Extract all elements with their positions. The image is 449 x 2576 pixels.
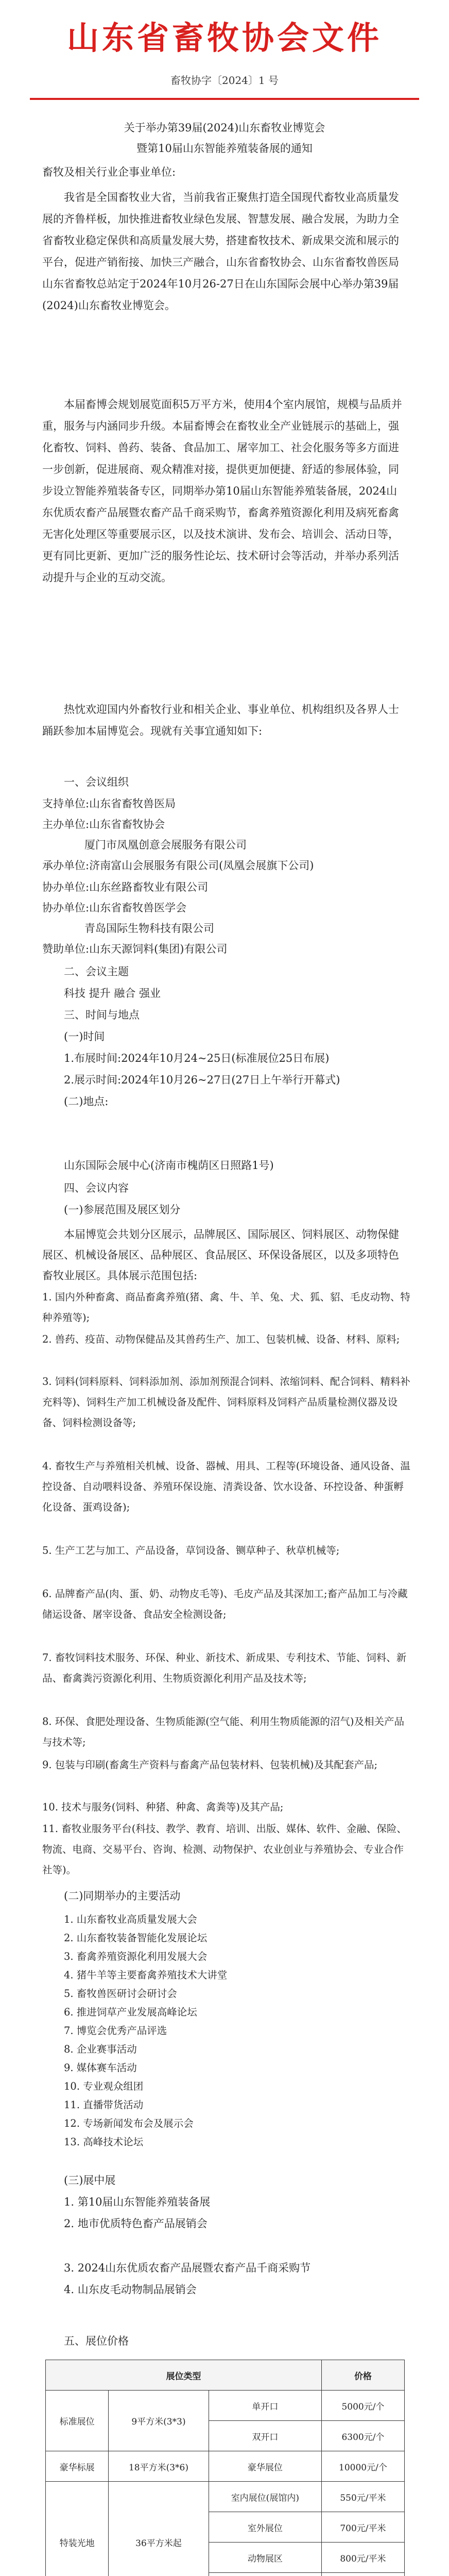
- event-item: 3. 畜禽养殖资源化利用发展大会: [64, 1951, 208, 1962]
- event-item: 2. 山东畜牧装备智能化发展论坛: [64, 1932, 208, 1944]
- event-item: 10. 专业观众组团: [64, 2080, 144, 2092]
- place-subheading: (二)地点:: [64, 1095, 109, 1108]
- section-content-heading: 四、会议内容: [64, 1182, 129, 1194]
- price-cell: 10000元/个: [321, 2451, 404, 2482]
- price-cell: 6300元/个: [321, 2421, 404, 2451]
- price-cell: 5000元/个: [321, 2391, 404, 2421]
- undertake-unit: 承办单位:济南富山会展服务有限公司(凤凰会展旗下公司): [42, 859, 314, 872]
- price-table-row: [46, 2482, 405, 2512]
- price-cell: 800元/平米: [321, 2543, 404, 2573]
- event-item: 6. 推进饲草产业发展高峰论坛: [64, 2006, 197, 2018]
- events-list: [64, 1910, 435, 2151]
- extra-item-2: 4. 山东皮毛动物制品展销会: [64, 2283, 197, 2296]
- event-item: 9. 媒体赛车活动: [64, 2062, 137, 2074]
- price-table: [45, 2360, 405, 2576]
- document-number: 畜牧协字〔2024〕1 号: [170, 74, 279, 87]
- price-cell: 动物展区: [209, 2543, 321, 2573]
- support-unit-2: 青岛国际生物科技有限公司: [84, 922, 214, 935]
- scope-list: [42, 1287, 413, 1883]
- price-table-row: [46, 2391, 405, 2421]
- event-item: 13. 高峰技术论坛: [64, 2136, 144, 2148]
- price-cell: 室外展位: [209, 2512, 321, 2543]
- show-time: 2.展示时间:2024年10月26~27日(27日上午举行开幕式): [64, 1074, 340, 1086]
- scope-item: 3. 饲料(饲料原料、饲料添加剂、添加剂预混合饲料、浓缩饲料、配合饲料、精料补充料等)、饲料生产加工机械设备及配件、饲料原料及饲料产品质量检测仪器及设备、饲料检测设备等;: [42, 1376, 410, 1429]
- scope-item: 5. 生产工艺与加工、产品设备，草饲设备、铡草种子、秋草机械等;: [42, 1545, 340, 1556]
- price-cell: 9平方米(3*3): [109, 2391, 209, 2451]
- event-item: 12. 专场新闻发布会及展示会: [64, 2117, 194, 2129]
- co-host-unit: 厦门市凤凰创意会展服务有限公司: [84, 839, 247, 851]
- event-item: 4. 猪牛羊等主要畜禽养殖技术大讲堂: [64, 1969, 228, 1981]
- event-item: 8. 企业赛事活动: [64, 2043, 137, 2055]
- exhibition-paragraph: 本届畜博会规划展览面积5万平方米，使用4个室内展馆，规模与品质并重，服务与内涵同步升级。本届畜博会在畜牧业全产业链展示的基础上，强化畜牧、饲料、兽药、装备、食品加工、屠宰加工、社会化服务等多方面进一步创新，促进展商、观众精准对接，提供更加便捷、舒适的参展体验，同步设立智能养殖装备专区，同期举办第10届山东智能养殖装备展，2024山东优质农畜产品展暨农畜产品千商采购节，畜禽养殖资源化利用及病死畜禽无害化处理区等重要展示区，以及技术演讲、发布会、培训会、活动日等，更有同比更新、更加广泛的服务性论坛、技术研讨会等活动，并举办系列活动提升与企业的互动交流。: [42, 398, 402, 584]
- area-intro: 本届博览会共划分区展示，品牌展区、国际展区、饲料展区、动物保健展区、机械设备展区、品种展区、食品展区、环保设备展区，以及多项特色畜牧业展区。具体展示范围包括:: [42, 1228, 399, 1282]
- intro-paragraph: 我省是全国畜牧业大省，当前我省正聚焦打造全国现代畜牧业高质量发展的齐鲁样板，加快推进畜牧业绿色发展、智慧发展、融合发展，为助力全省畜牧业稳定保供和高质量发展大势，搭建畜牧技术、新成果交流和展示的平台，促进产销衔接、加快三产融合，山东省畜牧协会、山东省畜牧兽医局山东省畜牧总站定于2024年10月26-27日在山东国际会展中心举办第39届(2024)山东畜牧业博览会。: [42, 191, 399, 312]
- notice-title-line-2: 暨第10届山东智能养殖装备展的通知: [136, 142, 313, 155]
- price-table-header: 展位类型: [46, 2360, 322, 2391]
- expo-item-2: 2. 地市优质特色畜产品展销会: [64, 2217, 208, 2230]
- scope-item: 6. 品牌畜产品(肉、蛋、奶、动物皮毛等)、毛皮产品及其深加工;畜产品加工与冷藏储运设备、屠宰设备、食品安全检测设备;: [42, 1588, 408, 1620]
- event-item: 7. 博览会优秀产品评选: [64, 2025, 167, 2037]
- price-cell: 豪华展位: [209, 2451, 321, 2482]
- notice-title-line-1: 关于举办第39届(2024)山东畜牧业博览会: [124, 122, 325, 134]
- price-cell: 单开口: [209, 2391, 321, 2421]
- place-text: 山东国际会展中心(济南市槐荫区日照路1号): [64, 1159, 274, 1172]
- scope-item: 4. 畜牧生产与养殖相关机械、设备、器械、用具、工程等(环境设备、通风设备、温控设备、自动喂料设备、养殖环保设施、清粪设备、饮水设备、环控设备、种蛋孵化设备、蛋鸡设备);: [42, 1460, 410, 1513]
- scope-item: 9. 包装与印刷(畜禽生产资料与畜禽产品包装材料、包装机械)及其配套产品;: [42, 1759, 378, 1771]
- support-unit: 协办单位:山东省畜牧兽医学会: [42, 902, 187, 914]
- scope-item: 11. 畜牧业服务平台(科技、教学、教育、培训、出版、媒体、软件、金融、保险、物流、电商、交易平台、咨询、检测、动物保护、农业创业与养殖协会、专业合作社等)。: [42, 1823, 407, 1876]
- events-subheading: (二)同期举办的主要活动: [64, 1890, 181, 1902]
- time-subheading: (一)时间: [64, 1030, 105, 1043]
- expo-subheading: (三)展中展: [64, 2174, 116, 2187]
- theme-text: 科技 提升 融合 强业: [64, 987, 161, 999]
- event-item: 1. 山东畜牧业高质量发展大会: [64, 1913, 197, 1925]
- price-cell: 室内展位(展馆内): [209, 2482, 321, 2512]
- section-organization-heading: 一、会议组织: [64, 776, 129, 788]
- price-cell: [209, 2573, 321, 2576]
- co-organizer-unit: 协办单位:山东丝路畜牧业有限公司: [42, 881, 209, 893]
- price-table-row: [46, 2451, 405, 2482]
- guidance-unit: 支持单位:山东省畜牧兽医局: [42, 798, 176, 810]
- section-time-heading: 三、时间与地点: [64, 1009, 140, 1021]
- price-cell: 18平方米(3*6): [109, 2451, 209, 2482]
- event-item: 5. 畜牧兽医研讨会研讨会: [64, 1988, 177, 1999]
- scope-item: 7. 畜牧饲料技术服务、环保、种业、新技术、新成果、专利技术、节能、饲料、新品、畜禽粪污资源化利用、生物质资源化利用产品及技术等;: [42, 1652, 407, 1684]
- welcome-paragraph: 热忱欢迎国内外畜牧行业和相关企业、事业单位、机构组织及各界人士踊跃参加本届博览会。现就有关事宜通知如下:: [42, 703, 399, 737]
- price-cell: 标准展位: [46, 2391, 109, 2451]
- price-cell: 豪华标展: [46, 2451, 109, 2482]
- scope-item: 10. 技术与服务(饲料、种猪、种禽、禽粪等)及其产品;: [42, 1801, 284, 1813]
- header-red-rule: [30, 98, 419, 100]
- sponsor-unit: 赞助单位:山东天源饲料(集团)有限公司: [42, 943, 228, 955]
- expo-item-1: 1. 第10届山东智能养殖装备展: [64, 2196, 211, 2208]
- price-table-header-row: [46, 2360, 405, 2391]
- event-item: 11. 直播带货活动: [64, 2099, 144, 2111]
- scope-item: 1. 国内外种畜禽、商品畜禽养殖(猪、禽、牛、羊、兔、犬、狐、貂、毛皮动物、特种养殖等);: [42, 1291, 410, 1324]
- section-price-heading: 五、展位价格: [64, 2335, 129, 2347]
- scope-item: 2. 兽药、疫苗、动物保健品及其兽药生产、加工、包装机械、设备、材料、原料;: [42, 1333, 400, 1345]
- area-subheading: (一)参展范围及展区划分: [64, 1204, 181, 1216]
- extra-item-1: 3. 2024山东优质农畜产品展暨农畜产品千商采购节: [64, 2262, 311, 2274]
- section-theme-heading: 二、会议主题: [64, 965, 129, 978]
- price-cell: 特装光地: [46, 2482, 109, 2576]
- price-table-header: 价格: [321, 2360, 404, 2391]
- price-cell: 36平方米起: [109, 2482, 209, 2576]
- price-cell: [321, 2573, 404, 2576]
- setup-time: 1.布展时间:2024年10月24~25日(标准展位25日布展): [64, 1052, 330, 1064]
- salutation: 畜牧及相关行业企事业单位:: [42, 166, 176, 178]
- price-cell: 700元/平米: [321, 2512, 404, 2543]
- price-cell: 550元/平米: [321, 2482, 404, 2512]
- document-header-title: 山东省畜牧协会文件: [66, 19, 382, 57]
- scope-item: 8. 环保、食肥处理设备、生物质能源(空气能、利用生物质能源的沼气)及相关产品与技术等;: [42, 1716, 405, 1748]
- price-cell: 双开口: [209, 2421, 321, 2451]
- host-unit: 主办单位:山东省畜牧协会: [42, 818, 165, 831]
